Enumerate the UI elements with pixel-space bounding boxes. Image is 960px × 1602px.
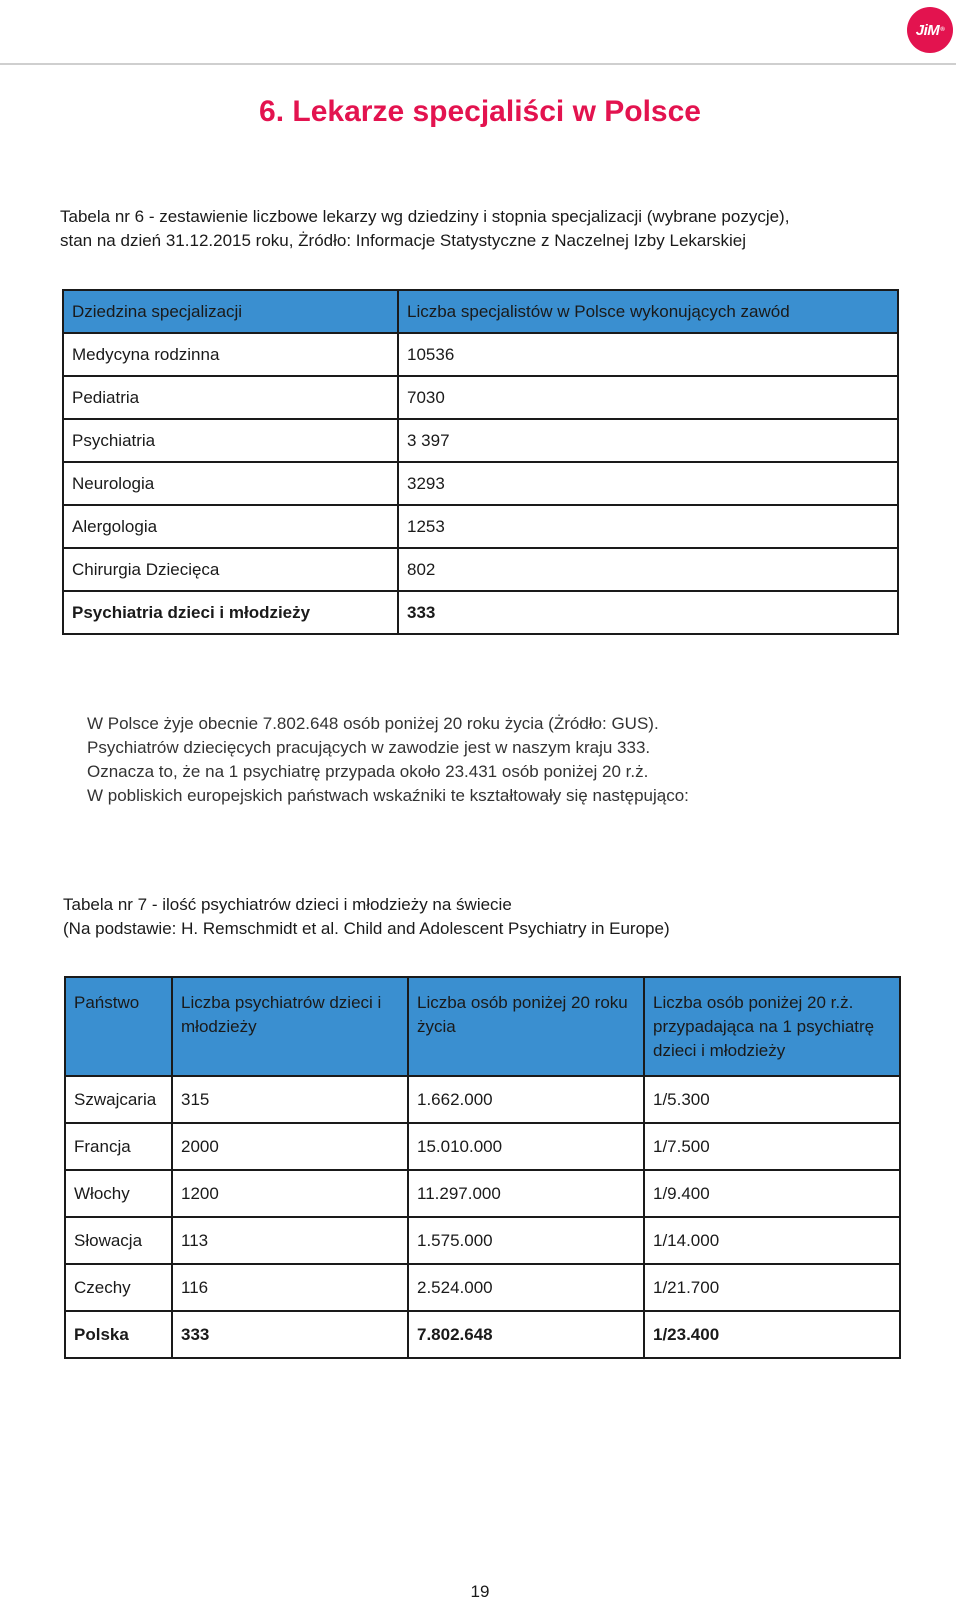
table-cell: 333 <box>172 1311 408 1358</box>
column-header: Liczba psychiatrów dzieci i młodzieży <box>172 977 408 1076</box>
paragraph-line: Psychiatrów dziecięcych pracujących w zawodzie jest w naszym kraju 333. <box>87 738 651 757</box>
table-cell: 1253 <box>398 505 898 548</box>
table-row <box>65 1123 900 1170</box>
table-cell: Neurologia <box>63 462 398 505</box>
table-cell: 113 <box>172 1217 408 1264</box>
table-cell: 3 397 <box>398 419 898 462</box>
column-header: Liczba osób poniżej 20 roku życia <box>408 977 644 1076</box>
table-row <box>63 376 898 419</box>
table-row <box>63 462 898 505</box>
table-cell: 7.802.648 <box>408 1311 644 1358</box>
table-cell: Psychiatria dzieci i młodzieży <box>63 591 398 634</box>
table7-caption-line: (Na podstawie: H. Remschmidt et al. Child and Adolescent Psychiatry in Europe) <box>63 919 670 938</box>
table-row <box>63 419 898 462</box>
logo-text: JiM <box>915 21 940 39</box>
table-cell: 15.010.000 <box>408 1123 644 1170</box>
table-cell: 116 <box>172 1264 408 1311</box>
table-cell: 315 <box>172 1076 408 1123</box>
table-cell: Włochy <box>65 1170 172 1217</box>
table-cell: 10536 <box>398 333 898 376</box>
table-cell: 333 <box>398 591 898 634</box>
column-header: Liczba specjalistów w Polsce wykonujących zawód <box>398 290 898 333</box>
table-cell: 2000 <box>172 1123 408 1170</box>
specialists-table <box>62 289 899 635</box>
table-cell: 1.662.000 <box>408 1076 644 1123</box>
table-row <box>63 333 898 376</box>
table-cell: 11.297.000 <box>408 1170 644 1217</box>
table-cell: 1/23.400 <box>644 1311 900 1358</box>
table-row-highlight <box>63 591 898 634</box>
table6-caption <box>60 205 920 253</box>
table-row-highlight <box>65 1311 900 1358</box>
table-row <box>63 548 898 591</box>
table6-caption-line: stan na dzień 31.12.2015 roku, Żródło: Informacje Statystyczne z Naczelnej Izby Lekarskiej <box>60 231 747 250</box>
table-header-row <box>65 977 900 1076</box>
table-row <box>65 1217 900 1264</box>
table-cell: 802 <box>398 548 898 591</box>
table7-caption-line: Tabela nr 7 - ilość psychiatrów dzieci i młodzieży na świecie <box>63 895 512 914</box>
table-cell: Polska <box>65 1311 172 1358</box>
page-title: 6. Lekarze specjaliści w Polsce <box>259 95 701 128</box>
body-paragraph <box>87 712 907 808</box>
table-cell: 7030 <box>398 376 898 419</box>
table-cell: 1.575.000 <box>408 1217 644 1264</box>
table-cell: Alergologia <box>63 505 398 548</box>
table-row <box>65 1170 900 1217</box>
table-cell: 1/9.400 <box>644 1170 900 1217</box>
table-cell: Medycyna rodzinna <box>63 333 398 376</box>
page-number: 19 <box>470 1582 490 1601</box>
psychiatrists-europe-table <box>64 976 901 1359</box>
logo <box>907 7 953 53</box>
table-cell: 2.524.000 <box>408 1264 644 1311</box>
table-cell: Czechy <box>65 1264 172 1311</box>
logo-mark: ® <box>940 27 945 33</box>
header-divider <box>0 63 956 65</box>
table-header-row <box>63 290 898 333</box>
paragraph-line: W Polsce żyje obecnie 7.802.648 osób poniżej 20 roku życia (Żródło: GUS). <box>87 714 659 733</box>
table-cell: Francja <box>65 1123 172 1170</box>
table6-caption-line: Tabela nr 6 - zestawienie liczbowe lekarzy wg dziedziny i stopnia specjalizacji (wybrane pozycje), <box>60 207 790 226</box>
table7-caption <box>63 893 923 941</box>
table-row <box>65 1076 900 1123</box>
table-cell: 1/5.300 <box>644 1076 900 1123</box>
column-header: Liczba osób poniżej 20 r.ż. przypadająca na 1 psychiatrę dzieci i młodzieży <box>644 977 900 1076</box>
table-cell: 1/14.000 <box>644 1217 900 1264</box>
table-row <box>65 1264 900 1311</box>
table-cell: 1/7.500 <box>644 1123 900 1170</box>
table-cell: 1200 <box>172 1170 408 1217</box>
column-header: Państwo <box>65 977 172 1076</box>
table-cell: 3293 <box>398 462 898 505</box>
paragraph-line: Oznacza to, że na 1 psychiatrę przypada około 23.431 osób poniżej 20 r.ż. <box>87 762 649 781</box>
table-cell: Chirurgia Dziecięca <box>63 548 398 591</box>
table-cell: Słowacja <box>65 1217 172 1264</box>
table-cell: Psychiatria <box>63 419 398 462</box>
table-row <box>63 505 898 548</box>
paragraph-line: W pobliskich europejskich państwach wskaźniki te kształtowały się następująco: <box>87 786 689 805</box>
table-cell: Pediatria <box>63 376 398 419</box>
column-header: Dziedzina specjalizacji <box>63 290 398 333</box>
table-cell: Szwajcaria <box>65 1076 172 1123</box>
table-cell: 1/21.700 <box>644 1264 900 1311</box>
